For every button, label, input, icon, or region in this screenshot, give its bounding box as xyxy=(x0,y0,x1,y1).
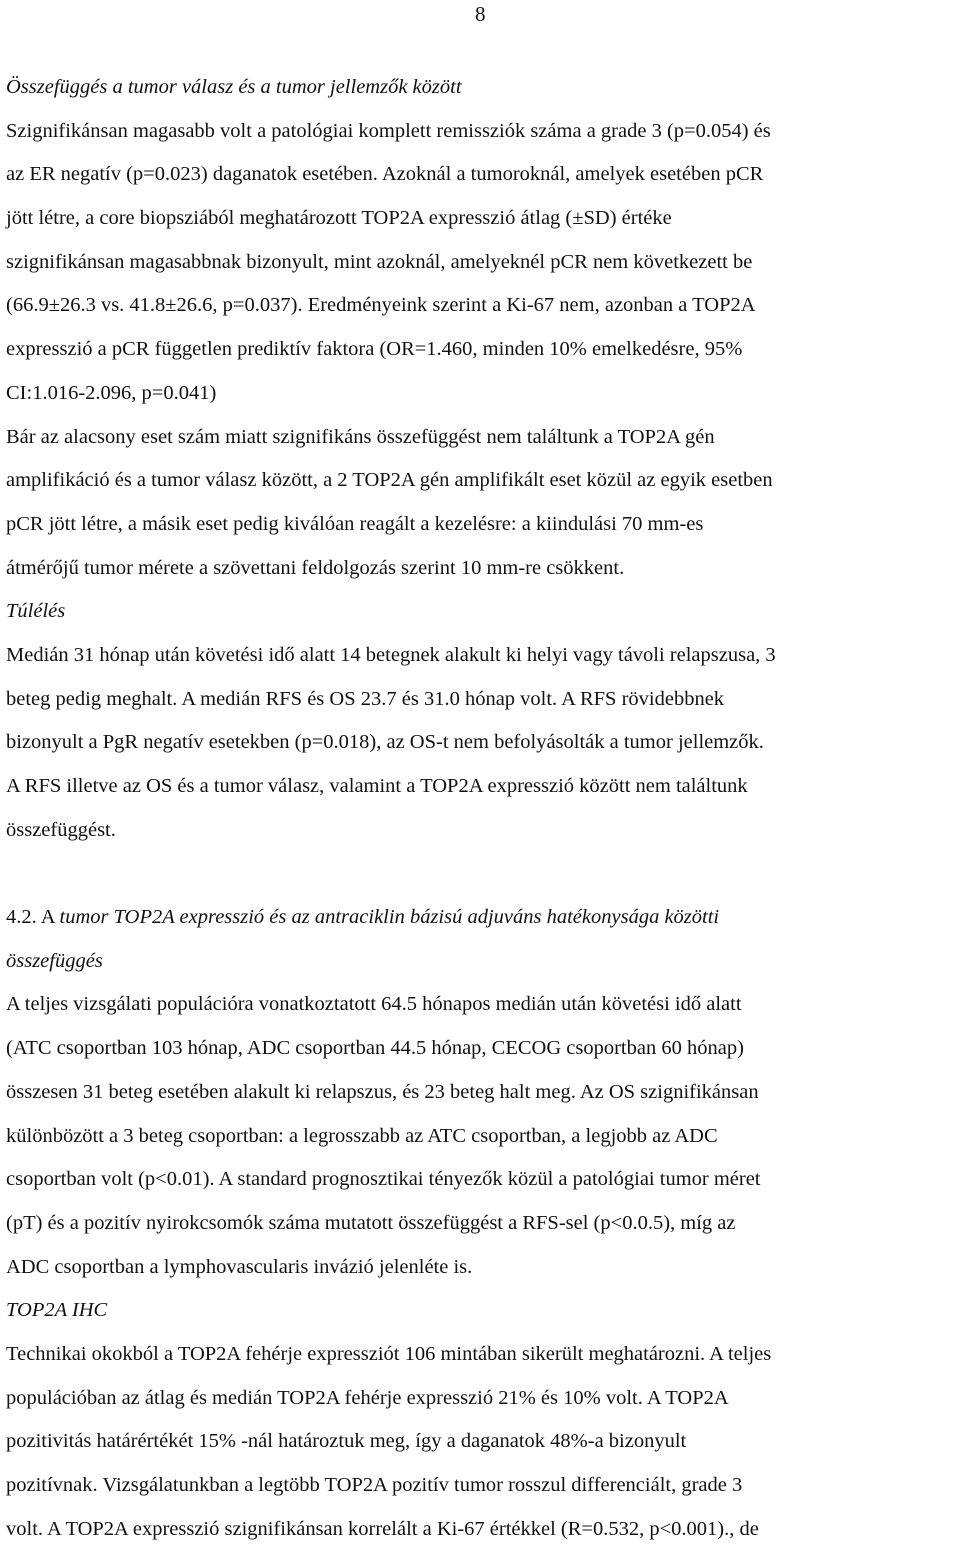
text-line: ADC csoportban a lymphovascularis invázió jelenléte is. xyxy=(6,1255,473,1278)
text-line: Medián 31 hónap után követési idő alatt 14 betegnek alakult ki helyi vagy távoli relapszusa, 3 xyxy=(6,643,776,666)
text-line: beteg pedig meghalt. A medián RFS és OS 23.7 és 31.0 hónap volt. A RFS rövidebbnek xyxy=(6,687,725,710)
text-line: volt. A TOP2A expresszió szignifikánsan korrelált a Ki-67 értékkel (R=0.532, p<0.001)., de xyxy=(6,1517,759,1540)
text-line: csoportban volt (p<0.01). A standard prognosztikai tényezők közül a patológiai tumor méret xyxy=(6,1168,761,1191)
text-line: az ER negatív (p=0.023) daganatok esetében. Azoknál a tumoroknál, amelyek esetében pCR xyxy=(6,163,764,186)
section-heading-4-2-cont: összefüggés xyxy=(6,949,103,972)
text-line: különbözött a 3 beteg csoportban: a legrosszabb az ATC csoportban, a legjobb az ADC xyxy=(6,1124,718,1147)
page-number: 8 xyxy=(475,2,486,26)
text-line: Szignifikánsan magasabb volt a patológiai komplett remissziók száma a grade 3 (p=0.054) és xyxy=(6,119,771,142)
text-line: CI:1.016-2.096, p=0.041) xyxy=(6,381,217,404)
text-line: (66.9±26.3 vs. 41.8±26.6, p=0.037). Eredményeink szerint a Ki-67 nem, azonban a TOP2A xyxy=(6,294,756,317)
text-line: populációban az átlag és medián TOP2A fehérje expresszió 21% és 10% volt. A TOP2A xyxy=(6,1386,729,1409)
text-line: (ATC csoportban 103 hónap, ADC csoportban 44.5 hónap, CECOG csoportban 60 hónap) xyxy=(6,1037,744,1060)
text-line: (pT) és a pozitív nyirokcsomók száma mutatott összefüggést a RFS-sel (p<0.0.5), míg az xyxy=(6,1211,736,1234)
section-number: 4.2. A xyxy=(6,906,60,929)
document-body xyxy=(6,66,936,1551)
text-line: pozitívnak. Vizsgálatunkban a legtöbb TOP2A pozitív tumor rosszul differenciált, grade 3 xyxy=(6,1474,743,1496)
text-line: A teljes vizsgálati populációra vonatkoztatott 64.5 hónapos medián után követési idő alatt xyxy=(6,993,742,1016)
text-line: pCR jött létre, a másik eset pedig kiválóan reagált a kezelésre: a kiindulási 70 mm-es xyxy=(6,512,704,535)
blank-line xyxy=(6,852,936,896)
text-line: amplifikáció és a tumor válasz között, a 2 TOP2A gén amplifikált eset közül az egyik esetben xyxy=(6,469,773,492)
text-line: pozitivitás határértékét 15% -nál határoztuk meg, így a daganatok 48%-a bizonyult xyxy=(6,1430,687,1453)
text-line: A RFS illetve az OS és a tumor válasz, valamint a TOP2A expresszió között nem találtunk xyxy=(6,775,748,797)
text-line: bizonyult a PgR negatív esetekben (p=0.018), az OS-t nem befolyásolták a tumor jellemzők. xyxy=(6,731,764,754)
text-line: átmérőjű tumor mérete a szövettani feldolgozás szerint 10 mm-re csökkent. xyxy=(6,556,625,579)
section-heading-tumor-response: Összefüggés a tumor válasz és a tumor jellemzők között xyxy=(6,76,462,98)
text-line: szignifikánsan magasabbnak bizonyult, mint azoknál, amelyeknél pCR nem következett be xyxy=(6,250,753,273)
section-heading-4-2 xyxy=(6,896,936,940)
text-line: Bár az alacsony eset szám miatt szignifikáns összefüggést nem találtunk a TOP2A gén xyxy=(6,425,715,448)
text-line: jött létre, a core biopsziából meghatározott TOP2A expresszió átlag (±SD) értéke xyxy=(6,207,672,230)
text-line: összesen 31 beteg esetében alakult ki relapszus, és 23 beteg halt meg. Az OS szignifikánsan xyxy=(6,1080,759,1103)
text-line: Technikai okokból a TOP2A fehérje expressziót 106 mintában sikerült meghatározni. A teljes xyxy=(6,1342,772,1365)
text-line: összefüggést. xyxy=(6,818,116,841)
section-heading-top2a-ihc: TOP2A IHC xyxy=(6,1299,108,1322)
section-title-italic: tumor TOP2A expresszió és az antraciklin bázisú adjuváns hatékonysága közötti xyxy=(59,906,720,929)
text-line: expresszió a pCR független prediktív faktora (OR=1.460, minden 10% emelkedésre, 95% xyxy=(6,338,743,361)
section-heading-survival: Túlélés xyxy=(6,600,66,623)
